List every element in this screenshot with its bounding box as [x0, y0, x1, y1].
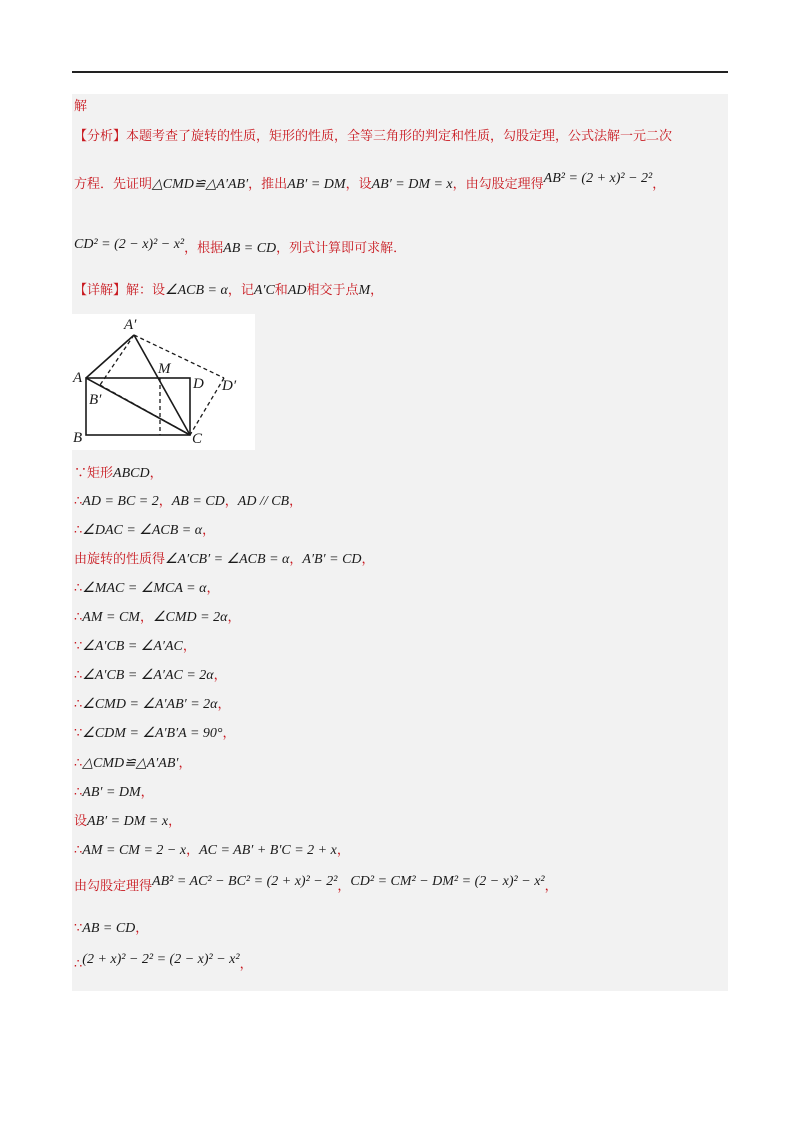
solution-heading: 解 [74, 99, 88, 114]
top-rule [72, 71, 728, 73]
geometry-figure [72, 314, 255, 450]
step-1: ∵矩形ABCD， [74, 466, 163, 481]
rotation-diagram [72, 314, 255, 450]
analysis-line-1: 【分析】本题考查了旋转的性质，矩形的性质，全等三角形的判定和性质，勾股定理，公式法解一元二次 [74, 129, 673, 144]
segment-aa-prime [86, 335, 134, 378]
segment-a-prime-d-prime [134, 335, 224, 378]
analysis-tag: 【分析】 [74, 129, 127, 144]
step-17: ∴(2 + x)² − 2² = (2 − x)² − x²， [74, 952, 253, 972]
step-13: 设AB′ = DM = x， [74, 814, 182, 829]
step-15: 由勾股定理得AB² = AC² − BC² = (2 + x)² − 2²，CD² = CM² − DM² = (2 − x)² − x²， [74, 874, 558, 894]
step-9: ∴∠CMD = ∠A′AB′ = 2α， [74, 697, 231, 712]
label-b: B [73, 430, 83, 446]
label-d: D [193, 376, 204, 392]
analysis-line-2: 方程．先证明△CMD≌△A′AB′，推出AB′ = DM，设AB′ = DM = x，由勾股定理得AB² = (2 + x)² − 2²， [74, 171, 666, 192]
step-10: ∵∠CDM = ∠A′B′A = 90°， [74, 726, 236, 741]
label-a-prime: A′ [124, 317, 137, 333]
label-a: A [73, 370, 83, 386]
label-c: C [192, 431, 203, 447]
step-6: ∴AM = CM，∠CMD = 2α， [74, 610, 241, 625]
step-3: ∴∠DAC = ∠ACB = α， [74, 523, 216, 538]
step-14: ∴AM = CM = 2 − x，AC = AB′ + B′C = 2 + x， [74, 843, 350, 858]
step-7: ∵∠A′CB = ∠A′AC， [74, 639, 196, 654]
analysis-line-3: CD² = (2 − x)² − x²，根据AB = CD，列式计算即可求解． [74, 237, 407, 256]
step-16: ∵AB = CD， [74, 921, 149, 936]
label-m: M [158, 361, 171, 377]
step-12: ∴AB′ = DM， [74, 785, 154, 800]
step-4: 由旋转的性质得∠A′CB′ = ∠ACB = α，A′B′ = CD， [74, 552, 375, 567]
label-d-prime: D′ [222, 378, 237, 394]
detail-intro: 【详解】解：设∠ACB = α，记A′C和AD相交于点M， [74, 283, 384, 298]
step-8: ∴∠A′CB = ∠A′AC = 2α， [74, 668, 227, 683]
step-2: ∴AD = BC = 2，AB = CD，AD // CB， [74, 494, 303, 509]
detail-tag: 【详解】 [74, 283, 127, 298]
label-b-prime: B′ [89, 392, 102, 408]
step-5: ∴∠MAC = ∠MCA = α， [74, 581, 220, 596]
step-11: ∴△CMD≌△A′AB′， [74, 756, 192, 771]
